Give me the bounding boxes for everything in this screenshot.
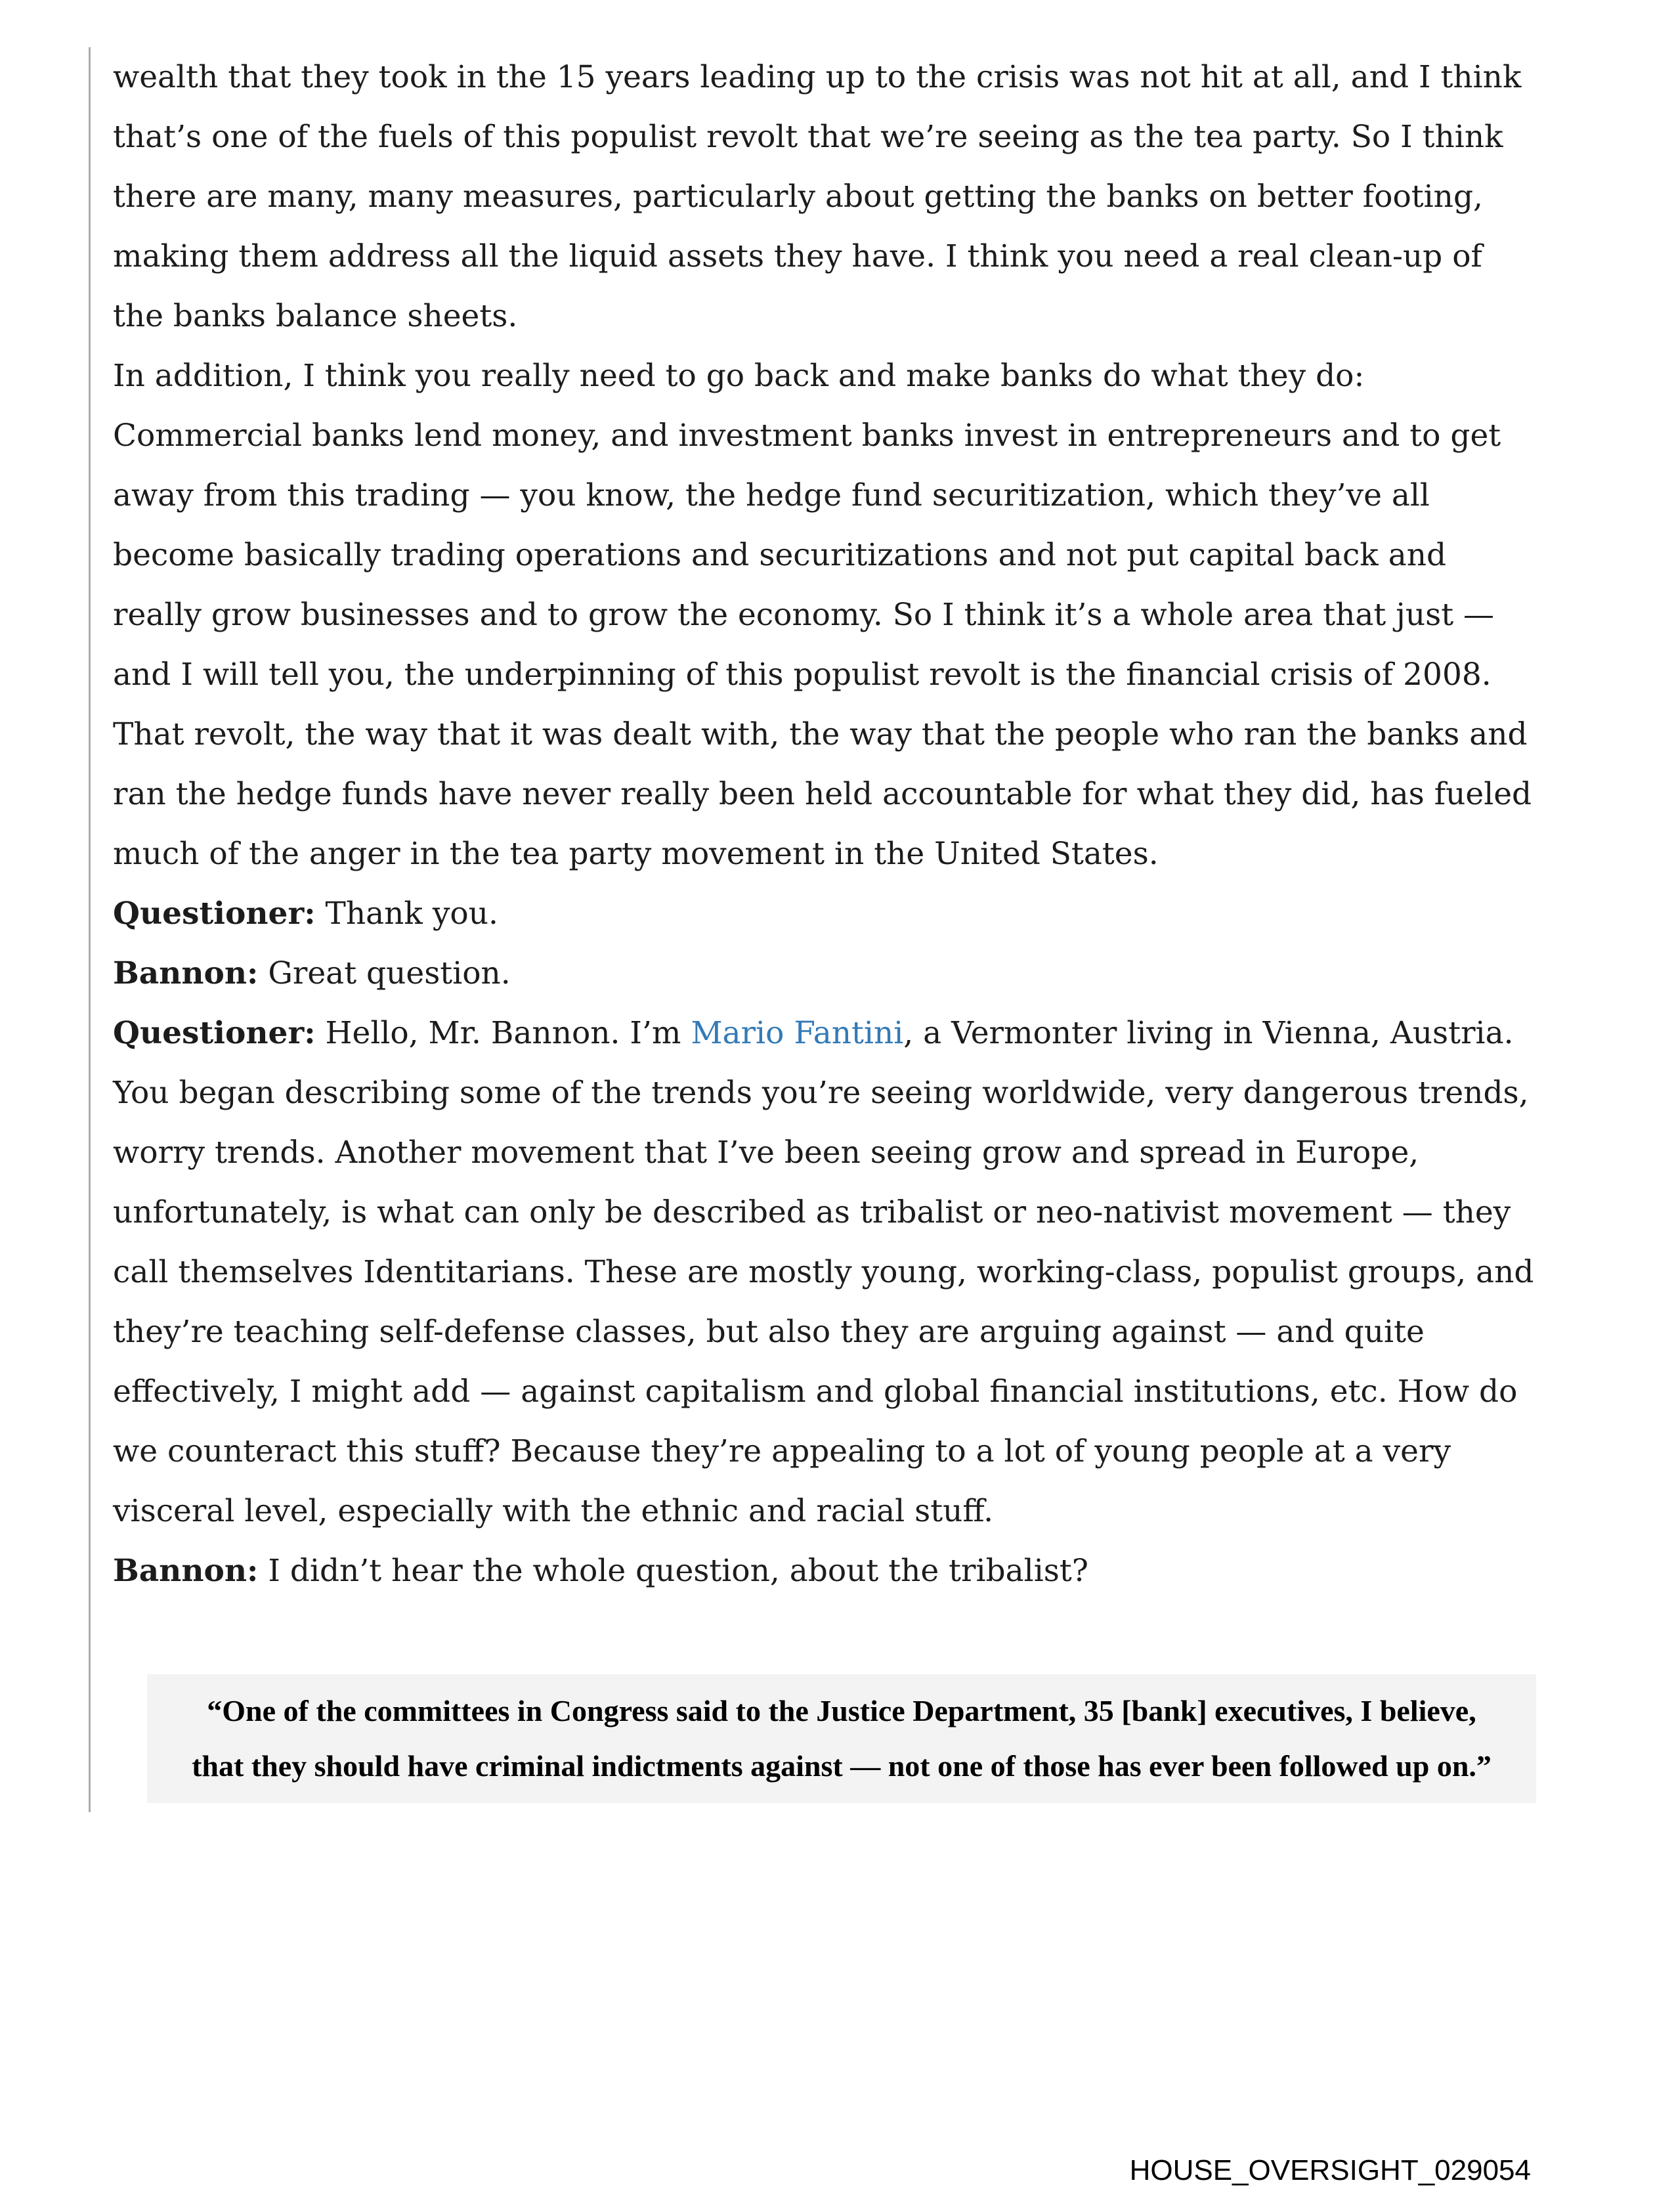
bates-number: HOUSE_OVERSIGHT_029054 [1129,2154,1531,2186]
paragraph-banks-cleanup: wealth that they took in the 15 years leading up to the crisis was not hit at all, and I think that’s one of the fuels of this populist revolt that we’re seeing as the tea party. So I think there are many, many measures, particularly about getting the banks on better footing, making them address all the liquid assets they have. I think you need a real clean-up of the banks balance sheets. [113,59,1522,334]
dialogue-bannon-great-question [113,943,1536,1003]
dialogue-text: , a Vermonter living in Vienna, Austria. You began describing some of the trends you’re seeing worldwide, very dangerous trends, worry trends. Another movement that I’ve been seeing grow and spread in Europe, unfortunately, is what can only be described as tribalist or neo-nativist movement — they call themselves Identitarians. These are mostly young, working-class, populist groups, and they’re teaching self-defense classes, but also they are arguing against — and quite effectively, I might add — against capitalism and global financial institutions, etc. How do we counteract this stuff? Because they’re appealing to a lot of young people at a very visceral level, especially with the ethnic and racial stuff. [113,1015,1534,1529]
speaker-label-questioner: Questioner: [113,1015,316,1051]
pull-quote: “One of the committees in Congress said to the Justice Department, 35 [bank] executives, I believe, that they should have criminal indictments against — not one of those has ever been followed up on.” [147,1674,1536,1803]
dialogue-questioner-thanks [113,884,1536,943]
dialogue-bannon-clarify [113,1541,1536,1601]
transcript-content [89,47,1536,1812]
speaker-label-bannon: Bannon: [113,1553,259,1589]
dialogue-questioner-tribalist [113,1003,1536,1541]
dialogue-text: Thank you. [315,896,498,932]
dialogue-text: Great question. [258,955,511,991]
paragraph-populist-revolt: In addition, I think you really need to go back and make banks do what they do: Commercial banks lend money, and investment banks invest in entrepreneurs and to get away from this trading — you know, the hedge fund securitization, which they’ve all become basically trading operations and securitizations and not put capital back and really grow businesses and to grow the economy. So I think it’s a whole area that just — and I will tell you, the underpinning of this populist revolt is the financial crisis of 2008. That revolt, the way that it was dealt with, the way that the people who ran the banks and ran the hedge funds have never really been held accountable for what they did, has fueled much of the anger in the tea party movement in the United States. [113,358,1532,872]
dialogue-text: I didn’t hear the whole question, about the tribalist? [258,1553,1088,1589]
dialogue-text: Hello, Mr. Bannon. I’m [315,1015,691,1051]
speaker-label-bannon: Bannon: [113,955,259,991]
mario-fantini-link[interactable]: Mario Fantini [691,1015,904,1051]
speaker-label-questioner: Questioner: [113,896,316,932]
